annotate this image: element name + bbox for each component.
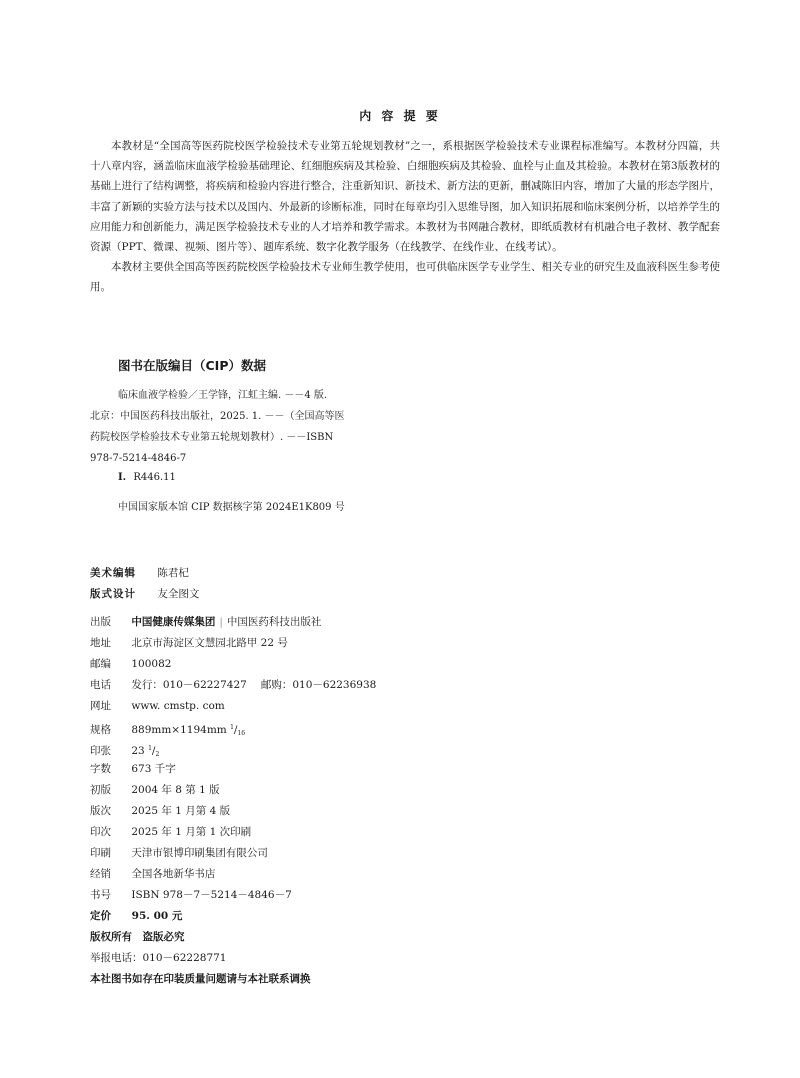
sheets-row — [90, 738, 376, 759]
postcode-label: 邮编 — [90, 658, 111, 670]
summary-text — [90, 136, 720, 298]
mail-phone-label: 邮购： — [260, 679, 293, 691]
cip-class-code: R446.11 — [133, 472, 176, 483]
art-editor-row — [90, 563, 199, 584]
publisher-name: 中国医药科技出版社 — [226, 616, 322, 628]
edition-label: 版次 — [90, 805, 111, 817]
phone-row — [90, 675, 376, 696]
printer-value: 天津市银博印刷集团有限公司 — [131, 847, 268, 859]
printer-row — [90, 843, 376, 864]
cip-classification — [118, 472, 176, 483]
printing-row — [90, 822, 376, 843]
postcode-value: 100082 — [131, 658, 172, 670]
sheets-label: 印张 — [90, 745, 111, 757]
art-editor-value: 陈君杞 — [157, 567, 189, 579]
publication-details — [90, 612, 376, 990]
first-edition-value: 2004 年 8 第 1 版 — [131, 784, 220, 796]
publisher-group: 中国健康传媒集团 — [131, 616, 216, 628]
cip-line-2: 北京：中国医药科技出版社，2025. 1. －－（全国高等医 — [90, 411, 345, 422]
address-value: 北京市海淀区文慧园北路甲 22 号 — [131, 637, 288, 649]
price-label: 定价 — [90, 910, 111, 922]
cip-line-3: 药院校医学检验技术专业第五轮规划教材）. －－ISBN — [90, 432, 334, 443]
cip-class-roman: Ⅰ. — [118, 472, 127, 483]
edition-row — [90, 801, 376, 822]
phone-label: 电话 — [90, 679, 111, 691]
copyright-notice: 版权所有 盗版必究 — [90, 931, 185, 943]
isbn-value: ISBN 978－7－5214－4846－7 — [131, 889, 292, 901]
words-value: 673 千字 — [131, 763, 176, 775]
art-editor-label: 美术编辑 — [90, 567, 136, 579]
mail-phone-value: 010－62236938 — [292, 679, 377, 691]
layout-design-label: 版式设计 — [90, 588, 136, 600]
format-row — [90, 717, 376, 738]
words-row — [90, 759, 376, 780]
printer-label: 印刷 — [90, 847, 111, 859]
address-label: 地址 — [90, 637, 111, 649]
format-fraction: $^1/_{16}$ — [230, 724, 246, 737]
price-value: 95. 00 元 — [131, 910, 183, 922]
summary-paragraph-2: 本教材主要供全国高等医药院校医学检验技术专业师生教学使用，也可供临床医学专业学生、相关专业的研究生及血液科医生参考使用。 — [90, 261, 720, 294]
edition-value: 2025 年 1 月第 4 版 — [131, 805, 231, 817]
issue-phone-label: 发行： — [131, 679, 163, 691]
publisher-row — [90, 612, 376, 633]
cip-line-1: 临床血液学检验／王学锋，江虹主编. －－4 版. — [118, 390, 328, 401]
postcode-row — [90, 654, 376, 675]
sheets-value: 23 — [131, 745, 145, 757]
isbn-row — [90, 885, 376, 906]
printing-value: 2025 年 1 月第 1 次印刷 — [131, 826, 252, 838]
summary-paragraph-1: 本教材是“全国高等医药院校医学检验技术专业第五轮规划教材”之一，系根据医学检验技术专业课程标准编写。本教材分四篇，共十八章内容，涵盖临床血液学检验基础理论、红细胞疾病及其检验、白细胞疾病及其检验、血栓与止血及其检验。本教材在第3版教材的基础上进行了结构调整，将疾病和检验内容进行整合，注重新知识、新技术、新方法的更新，删减陈旧内容，增加了大量的形态学图片，丰富了新颖的实验方法与技术以及国内、外最新的诊断标准，同时在每章均引入思维导图，加入知识拓展和临床案例分析，以培养学生的应用能力和创新能力，满足医学检验技术专业的人才培养和教学需求。本教材为书网融合教材，即纸质教材有机融合电子教材、教学配套资源（PPT、微课、视频、图片等）、题库系统、数字化教学服务（在线教学、在线作业、在线考试）。 — [90, 140, 720, 254]
website-row — [90, 696, 376, 717]
publisher-label: 出版 — [90, 616, 111, 628]
report-phone: 举报电话：010－62228771 — [90, 952, 227, 964]
first-edition-row — [90, 780, 376, 801]
summary-title: 内 容 提 要 — [359, 109, 441, 123]
distributor-label: 经销 — [90, 868, 111, 880]
issue-phone-value: 010－62227427 — [162, 679, 247, 691]
editors-block — [90, 563, 199, 605]
isbn-label: 书号 — [90, 889, 111, 901]
distributor-row — [90, 864, 376, 885]
format-label: 规格 — [90, 724, 111, 736]
distributor-value: 全国各地新华书店 — [131, 868, 216, 880]
printing-label: 印次 — [90, 826, 111, 838]
layout-design-row — [90, 584, 199, 605]
price-row — [90, 906, 376, 927]
address-row — [90, 633, 376, 654]
website-label: 网址 — [90, 700, 111, 712]
format-value: 889mm×1194mm — [131, 724, 227, 736]
cip-number: 中国国家版本馆 CIP 数据核字第 2024E1K809 号 — [118, 502, 345, 513]
cip-heading: 图书在版编目（CIP）数据 — [118, 358, 266, 373]
sheets-fraction: $^1/_2$ — [148, 745, 160, 758]
website-value: www. cmstp. com — [131, 700, 225, 712]
cip-line-4: 978-7-5214-4846-7 — [90, 453, 187, 464]
first-edition-label: 初版 — [90, 784, 111, 796]
words-label: 字数 — [90, 763, 111, 775]
publisher-separator: | — [219, 616, 223, 628]
quality-notice: 本社图书如存在印装质量问题请与本社联系调换 — [90, 973, 311, 985]
cip-record — [90, 385, 420, 469]
layout-design-value: 友全图文 — [157, 588, 200, 600]
